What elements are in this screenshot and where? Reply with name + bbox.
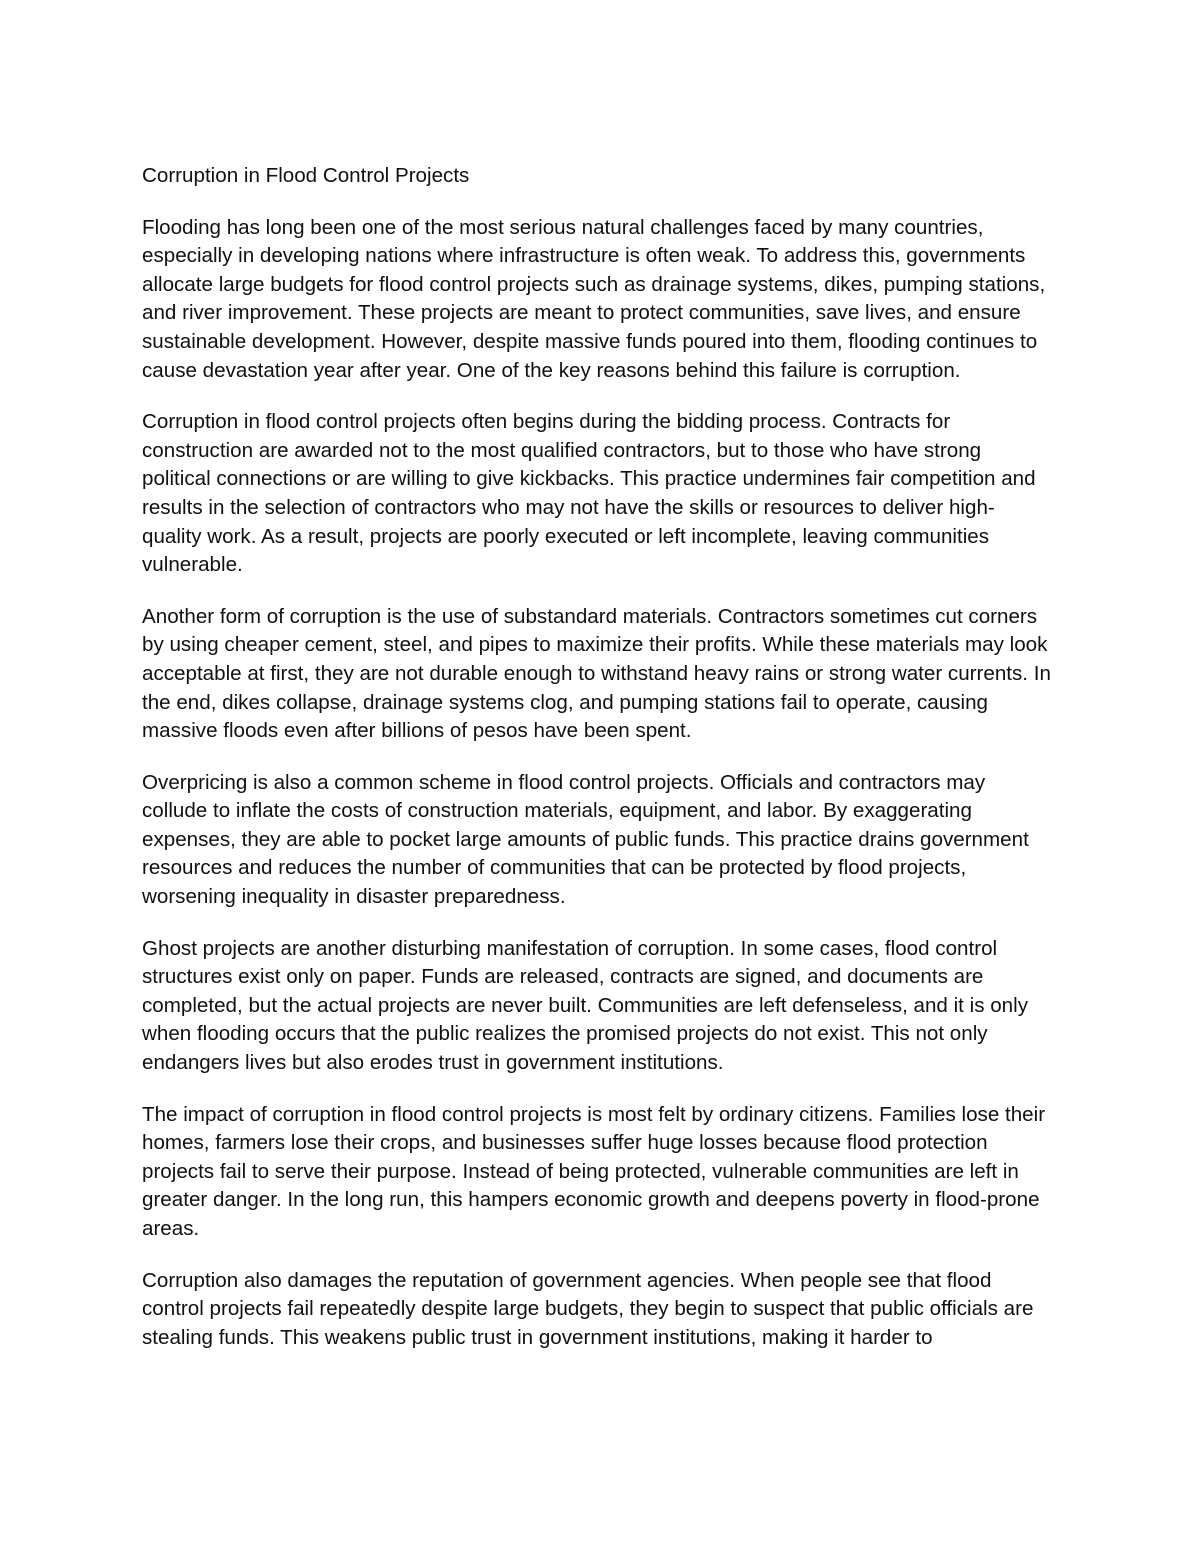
document-body [142, 162, 1052, 1375]
paragraph-6: The impact of corruption in flood control projects is most felt by ordinary citizens. Families lose their homes, farmers lose their crops, and businesses suffer huge losses because flood protection projects fail to serve their purpose. Instead of being protected, vulnerable communities are left in greater danger. In the long run, this hampers economic growth and deepens poverty in flood-prone areas. [142, 1102, 1046, 1240]
paragraph-1: Flooding has long been one of the most serious natural challenges faced by many countries, especially in developing nations where infrastructure is often weak. To address this, governments allocate large budgets for flood control projects such as drainage systems, dikes, pumping stations, and river improvement. These projects are meant to protect communities, save lives, and ensure sustainable development. However, despite massive funds poured into them, flooding continues to cause devastation year after year. One of the key reasons behind this failure is corruption. [142, 215, 1046, 382]
paragraph-4: Overpricing is also a common scheme in flood control projects. Officials and contractors may collude to inflate the costs of construction materials, equipment, and labor. By exaggerating expenses, they are able to pocket large amounts of public funds. This practice drains government resources and reduces the number of communities that can be protected by flood projects, worsening inequality in disaster preparedness. [142, 770, 1029, 909]
paragraph-5: Ghost projects are another disturbing manifestation of corruption. In some cases, flood control structures exist only on paper. Funds are released, contracts are signed, and documents are completed, but the actual projects are never built. Communities are left defenseless, and it is only when flooding occurs that the public realizes the promised projects do not exist. This not only endangers lives but also erodes trust in government institutions. [142, 936, 1028, 1075]
paragraph-2: Corruption in flood control projects often begins during the bidding process. Contracts for construction are awarded not to the most qualified contractors, but to those who have strong political connections or are willing to give kickbacks. This practice undermines fair competition and results in the selection of contractors who may not have the skills or resources to deliver high-quality work. As a result, projects are poorly executed or left incomplete, leaving communities vulnerable. [142, 410, 1036, 577]
document-title: Corruption in Flood Control Projects [142, 164, 470, 187]
paragraph-3: Another form of corruption is the use of substandard materials. Contractors sometimes cut corners by using cheaper cement, steel, and pipes to maximize their profits. While these materials may look acceptable at first, they are not durable enough to withstand heavy rains or strong water currents. In the end, dikes collapse, drainage systems clog, and pumping stations fail to operate, causing massive floods even after billions of pesos have been spent. [142, 604, 1051, 743]
paragraph-7: Corruption also damages the reputation of government agencies. When people see that flood control projects fail repeatedly despite large budgets, they begin to suspect that public officials are stealing funds. This weakens public trust in government institutions, making it harder to [142, 1268, 1034, 1349]
